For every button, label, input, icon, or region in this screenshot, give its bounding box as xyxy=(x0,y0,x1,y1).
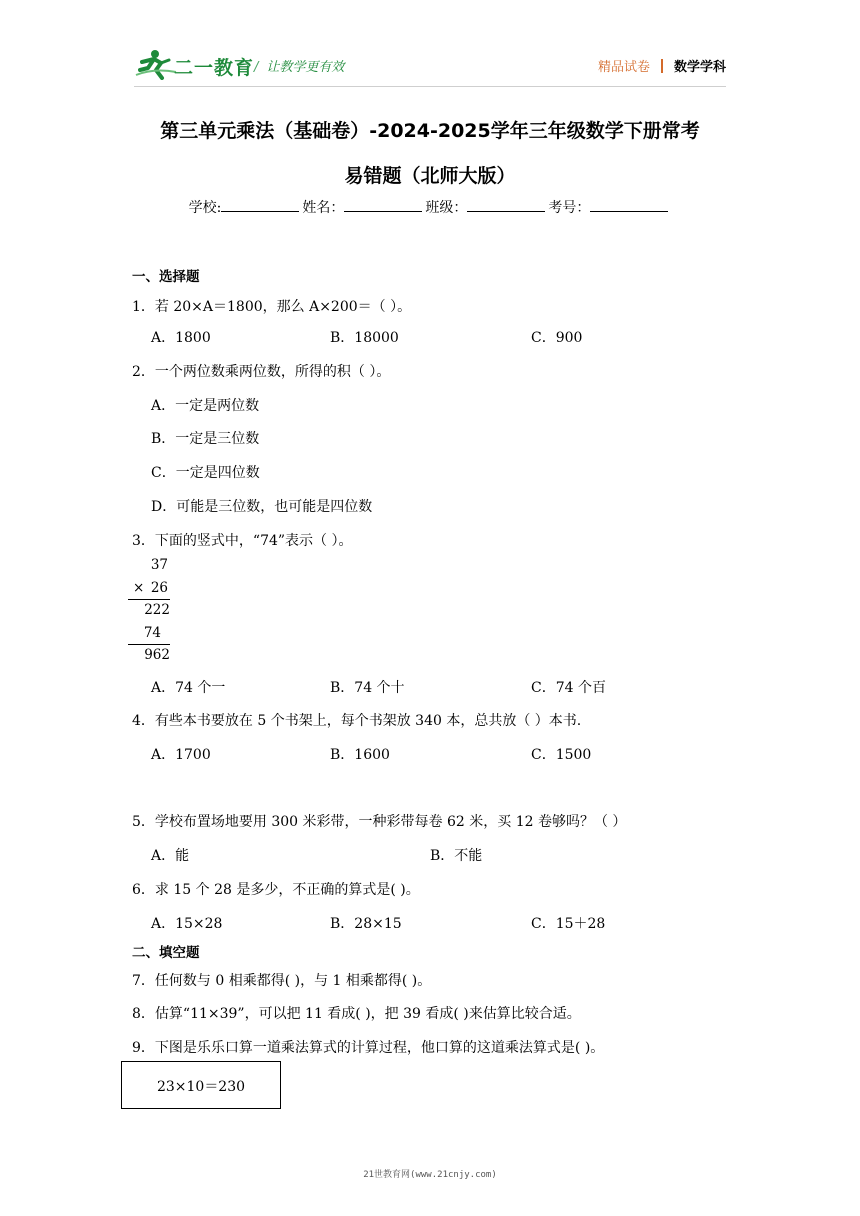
q2-option-c[interactable]: C．一定是四位数 xyxy=(151,465,260,481)
class-blank[interactable] xyxy=(467,199,545,212)
header-right xyxy=(598,56,726,75)
q3-option-b[interactable]: B．74 个十 xyxy=(330,680,405,696)
question-8: 8．估算“11×39”，可以把 11 看成( )，把 39 看成( )来估算比较合适。 xyxy=(132,1006,581,1022)
q6-option-c[interactable]: C．15＋28 xyxy=(531,916,606,932)
calc-multiplicand: 37 xyxy=(150,557,168,573)
q3-option-c[interactable]: C．74 个百 xyxy=(531,680,606,696)
slogan: / 让教学更有效 xyxy=(254,60,345,75)
question-4: 4．有些本书要放在 5 个书架上，每个书架放 340 本，总共放（ ）本书. xyxy=(132,713,582,729)
calc-rule-2 xyxy=(128,644,170,645)
q6-option-b[interactable]: B．28×15 xyxy=(330,916,402,932)
subject-label: 数学学科 xyxy=(673,60,726,75)
q2-option-b[interactable]: B．一定是三位数 xyxy=(151,431,260,447)
question-3: 3．下面的竖式中，“74”表示（ ）。 xyxy=(132,533,353,549)
brand-name: 二一教育 xyxy=(174,57,255,79)
q6-option-a[interactable]: A．15×28 xyxy=(151,916,223,932)
school-blank[interactable] xyxy=(221,199,299,212)
q5-option-a[interactable]: A．能 xyxy=(151,848,190,864)
section-title-choice: 一、选择题 xyxy=(132,269,200,285)
calc-partial-1: 222 xyxy=(144,602,170,618)
name-blank[interactable] xyxy=(344,199,422,212)
q5-option-b[interactable]: B．不能 xyxy=(430,848,483,864)
header-rule xyxy=(134,86,726,87)
q4-option-b[interactable]: B．1600 xyxy=(330,747,390,763)
premium-label: 精品试卷 xyxy=(597,60,650,75)
student-info-line xyxy=(0,197,860,217)
question-5: 5．学校布置场地要用 300 米彩带，一种彩带每卷 62 米，买 12 卷够吗？（ ） xyxy=(132,814,627,830)
page-title-line-1: 第三单元乘法（基础卷）-2024-2025学年三年级数学下册常考 xyxy=(160,120,700,142)
school-label: 学校: xyxy=(188,200,222,216)
name-label: 姓名： xyxy=(302,200,345,216)
number-blank[interactable] xyxy=(590,199,668,212)
header-divider xyxy=(661,59,663,73)
question-9: 9．下图是乐乐口算一道乘法算式的计算过程，他口算的这道乘法算式是( )。 xyxy=(132,1040,605,1056)
q2-option-d[interactable]: D．可能是三位数，也可能是四位数 xyxy=(151,499,373,515)
section-title-fill: 二、填空题 xyxy=(132,945,200,961)
q1-option-a[interactable]: A．1800 xyxy=(151,330,211,346)
slogan-text: 让教学更有效 xyxy=(266,60,345,75)
calc-times-sign: × xyxy=(133,580,145,596)
calc-multiplier: 26 xyxy=(150,580,168,596)
calc-partial-2: 74 xyxy=(143,625,161,641)
class-label: 班级： xyxy=(425,200,468,216)
q4-option-c[interactable]: C．1500 xyxy=(531,747,592,763)
running-man-icon xyxy=(134,48,179,80)
calc-rule-1 xyxy=(128,599,170,600)
q9-figure-text: 23×10＝230 xyxy=(156,1079,246,1095)
question-7: 7．任何数与 0 相乘都得( )，与 1 相乘都得( )。 xyxy=(132,973,432,989)
page-footer: 21世教育网(www.21cnjy.com) xyxy=(363,1170,497,1180)
q4-option-a[interactable]: A．1700 xyxy=(151,747,211,763)
number-label: 考号： xyxy=(548,200,591,216)
q2-option-a[interactable]: A．一定是两位数 xyxy=(151,398,260,414)
question-6: 6．求 15 个 28 是多少，不正确的算式是( )。 xyxy=(132,882,420,898)
q3-option-a[interactable]: A．74 个一 xyxy=(151,680,226,696)
question-1: 1．若 20×A＝1800，那么 A×200＝（ ）。 xyxy=(132,299,412,315)
q1-option-b[interactable]: B．18000 xyxy=(330,330,399,346)
q1-option-c[interactable]: C．900 xyxy=(531,330,583,346)
page-title-line-2: 易错题（北师大版） xyxy=(344,165,516,187)
question-2: 2．一个两位数乘两位数，所得的积（ ）。 xyxy=(132,364,391,380)
calc-result: 962 xyxy=(144,647,170,663)
